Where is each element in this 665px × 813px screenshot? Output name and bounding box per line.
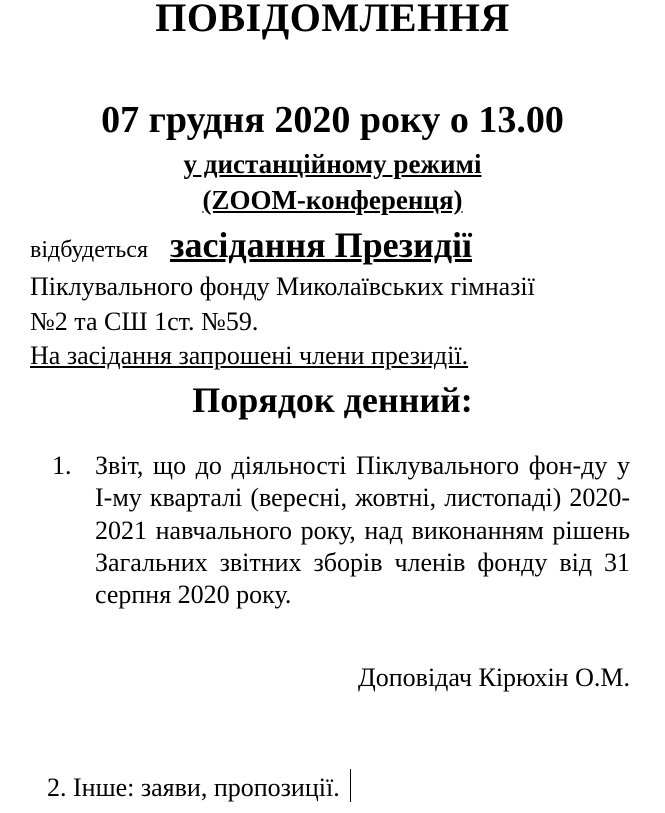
agenda-item-speaker: Доповідач Кірюхін О.М. [358, 663, 630, 692]
notice-title: ПОВІДОМЛЕННЯ [155, 0, 510, 40]
invited-members: На засідання запрошені члени президії. [30, 341, 469, 370]
will-be-held-text: відбудеться [30, 237, 148, 263]
meeting-mode-line-2: (ZOOM-конференця) [202, 185, 463, 215]
agenda-item-2[interactable] [47, 769, 351, 804]
meeting-name: засідання Президії [169, 225, 473, 265]
organization-line-2: №2 та СШ 1ст. №59. [30, 307, 259, 336]
meeting-announcement-line [30, 224, 650, 266]
agenda-item-number: 1. [52, 451, 72, 480]
meeting-mode-line-1: у дистанційному режимі [183, 149, 482, 179]
agenda-item-text: Інше: заяви, пропозиції. [73, 773, 340, 802]
text-cursor [350, 769, 351, 802]
agenda-item-number: 2. [47, 773, 67, 802]
organization-line-1: Піклувального фонду Миколаївських гімназії [30, 272, 535, 301]
agenda-item-text: Звіт, що до діяльності Піклувального фон-ду у І-му кварталі (вересні, жовтні, листопаді) 2020-2021 навчального року, над виконанням рішень Загальних звітних зборів членів фонду від 31 серпня 2020 року. [95, 451, 630, 610]
meeting-date: 07 грудня 2020 року о 13.00 [101, 99, 564, 141]
agenda-title: Порядок денний: [192, 380, 473, 420]
